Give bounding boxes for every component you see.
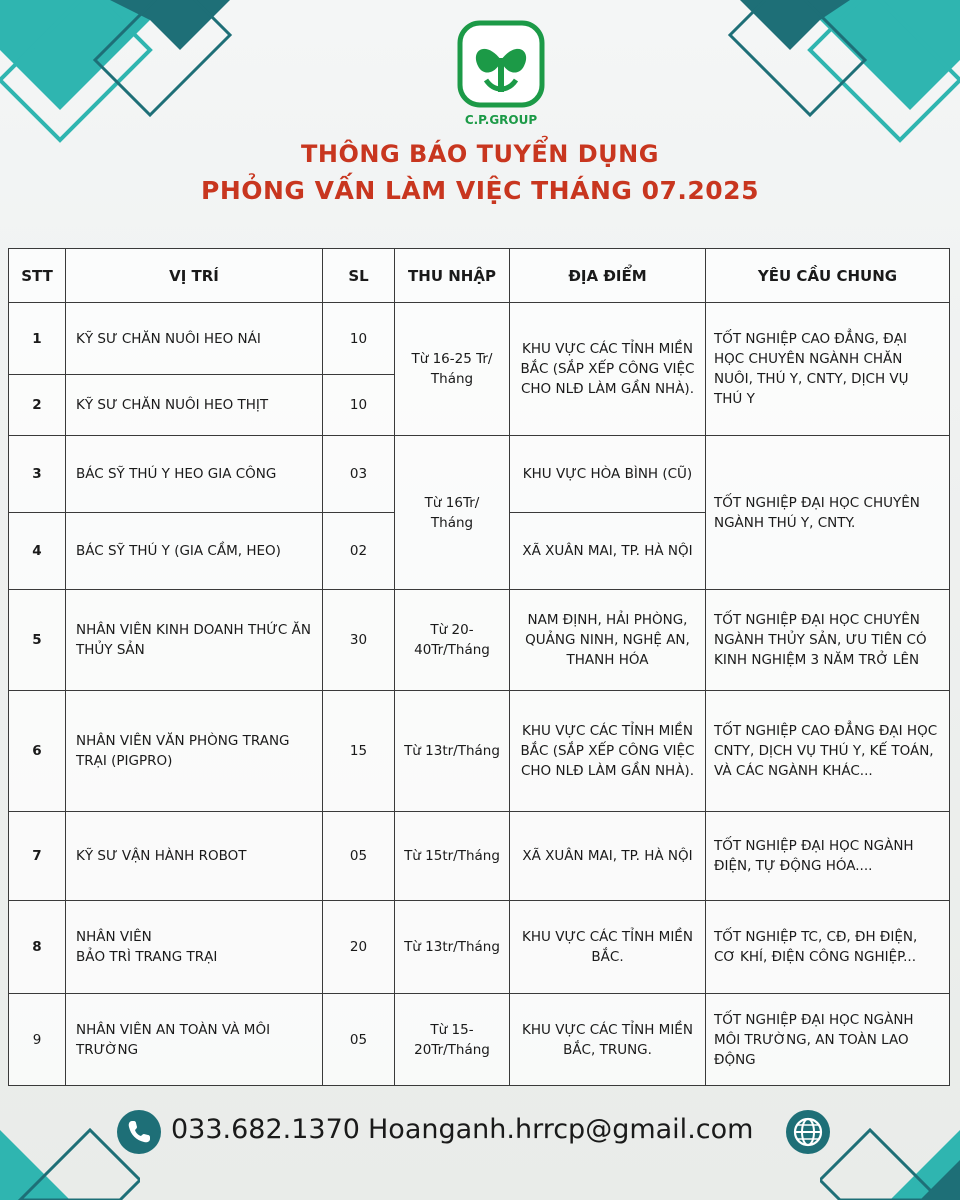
row-position: BÁC SỸ THÚ Y (GIA CẦM, HEO) xyxy=(66,513,323,590)
phone-number[interactable]: 033.682.1370 xyxy=(171,1114,360,1145)
phone-icon[interactable] xyxy=(117,1110,161,1154)
row-income: Từ 13tr/Tháng xyxy=(395,691,510,812)
row-income: Từ 20-40Tr/Tháng xyxy=(395,590,510,691)
table-row xyxy=(9,590,950,691)
row-income: Từ 16Tr/ Tháng xyxy=(395,436,510,590)
header-requirements: YÊU CẦU CHUNG xyxy=(706,249,950,303)
row-requirements: TỐT NGHIỆP ĐẠI HỌC NGÀNH ĐIỆN, TỰ ĐỘNG HÓA.... xyxy=(706,812,950,901)
header-position: VỊ TRÍ xyxy=(66,249,323,303)
table-row xyxy=(9,303,950,375)
row-quantity: 02 xyxy=(323,513,395,590)
header-location: ĐỊA ĐIỂM xyxy=(510,249,706,303)
row-stt: 6 xyxy=(9,691,66,812)
corner-decoration-top-right xyxy=(700,0,960,145)
row-quantity: 15 xyxy=(323,691,395,812)
table-row xyxy=(9,436,950,513)
cp-group-logo xyxy=(456,20,546,130)
row-location: XÃ XUÂN MAI, TP. HÀ NỘI xyxy=(510,812,706,901)
row-quantity: 30 xyxy=(323,590,395,691)
email-address[interactable]: Hoanganh.hrrcp@gmail.com xyxy=(368,1114,754,1145)
row-position: KỸ SƯ CHĂN NUÔI HEO THỊT xyxy=(66,375,323,436)
header-stt: STT xyxy=(9,249,66,303)
row-quantity: 05 xyxy=(323,994,395,1086)
row-location: KHU VỰC HÒA BÌNH (CŨ) xyxy=(510,436,706,513)
row-requirements: TỐT NGHIỆP ĐẠI HỌC CHUYÊN NGÀNH THÚ Y, CNTY. xyxy=(706,436,950,590)
row-income: Từ 15-20Tr/Tháng xyxy=(395,994,510,1086)
row-position-line1: NHÂN VIÊN xyxy=(76,929,152,945)
row-stt: 2 xyxy=(9,375,66,436)
table-row xyxy=(9,901,950,994)
row-position: BÁC SỸ THÚ Y HEO GIA CÔNG xyxy=(66,436,323,513)
row-stt: 5 xyxy=(9,590,66,691)
row-position-line2: BẢO TRÌ TRANG TRẠI xyxy=(76,949,218,965)
row-position: KỸ SƯ CHĂN NUÔI HEO NÁI xyxy=(66,303,323,375)
row-stt: 8 xyxy=(9,901,66,994)
contact-footer xyxy=(0,1106,960,1158)
row-location: NAM ĐỊNH, HẢI PHÒNG, QUẢNG NINH, NGHỆ AN, THANH HÓA xyxy=(510,590,706,691)
row-position: KỸ SƯ VẬN HÀNH ROBOT xyxy=(66,812,323,901)
table-row xyxy=(9,812,950,901)
row-position: NHÂN VIÊN VĂN PHÒNG TRANG TRẠI (PIGPRO) xyxy=(66,691,323,812)
page-title: THÔNG BÁO TUYỂN DỤNG xyxy=(301,140,659,168)
table-header-row xyxy=(9,249,950,303)
table-row xyxy=(9,994,950,1086)
row-stt: 4 xyxy=(9,513,66,590)
row-location: KHU VỰC CÁC TỈNH MIỀN BẮC (SẮP XẾP CÔNG VIỆC CHO NLĐ LÀM GẦN NHÀ). xyxy=(510,691,706,812)
row-stt: 9 xyxy=(9,994,66,1086)
row-position xyxy=(66,901,323,994)
row-quantity: 03 xyxy=(323,436,395,513)
row-income: Từ 16-25 Tr/ Tháng xyxy=(395,303,510,436)
row-requirements: TỐT NGHIỆP CAO ĐẲNG, ĐẠI HỌC CHUYÊN NGÀNH CHĂN NUÔI, THÚ Y, CNTY, DỊCH VỤ THÚ Y xyxy=(706,303,950,436)
row-quantity: 10 xyxy=(323,303,395,375)
row-location: KHU VỰC CÁC TỈNH MIỀN BẮC, TRUNG. xyxy=(510,994,706,1086)
row-quantity: 05 xyxy=(323,812,395,901)
row-requirements: TỐT NGHIỆP ĐẠI HỌC NGÀNH MÔI TRƯỜNG, AN TOÀN LAO ĐỘNG xyxy=(706,994,950,1086)
table-row xyxy=(9,691,950,812)
logo-text: C.P.GROUP xyxy=(464,113,538,127)
header-income: THU NHẬP xyxy=(395,249,510,303)
row-quantity: 10 xyxy=(323,375,395,436)
row-requirements: TỐT NGHIỆP TC, CĐ, ĐH ĐIỆN, CƠ KHÍ, ĐIỆN CÔNG NGHIỆP... xyxy=(706,901,950,994)
row-stt: 7 xyxy=(9,812,66,901)
row-requirements: TỐT NGHIỆP CAO ĐẲNG ĐẠI HỌC CNTY, DỊCH VỤ THÚ Y, KẾ TOÁN, VÀ CÁC NGÀNH KHÁC... xyxy=(706,691,950,812)
globe-icon[interactable] xyxy=(786,1110,830,1154)
recruitment-table xyxy=(8,248,950,1086)
corner-decoration-top-left xyxy=(0,0,270,145)
row-income: Từ 13tr/Tháng xyxy=(395,901,510,994)
row-quantity: 20 xyxy=(323,901,395,994)
row-requirements: TỐT NGHIỆP ĐẠI HỌC CHUYÊN NGÀNH THỦY SẢN, ƯU TIÊN CÓ KINH NGHIỆM 3 NĂM TRỞ LÊN xyxy=(706,590,950,691)
row-location: KHU VỰC CÁC TỈNH MIỀN BẮC. xyxy=(510,901,706,994)
row-stt: 3 xyxy=(9,436,66,513)
row-stt: 1 xyxy=(9,303,66,375)
row-location: XÃ XUÂN MAI, TP. HÀ NỘI xyxy=(510,513,706,590)
header-quantity: SL xyxy=(323,249,395,303)
page-subtitle: PHỎNG VẤN LÀM VIỆC THÁNG 07.2025 xyxy=(201,176,759,205)
row-location: KHU VỰC CÁC TỈNH MIỀN BẮC (SẮP XẾP CÔNG VIỆC CHO NLĐ LÀM GẦN NHÀ). xyxy=(510,303,706,436)
row-position: NHÂN VIÊN KINH DOANH THỨC ĂN THỦY SẢN xyxy=(66,590,323,691)
row-income: Từ 15tr/Tháng xyxy=(395,812,510,901)
row-position: NHÂN VIÊN AN TOÀN VÀ MÔI TRƯỜNG xyxy=(66,994,323,1086)
